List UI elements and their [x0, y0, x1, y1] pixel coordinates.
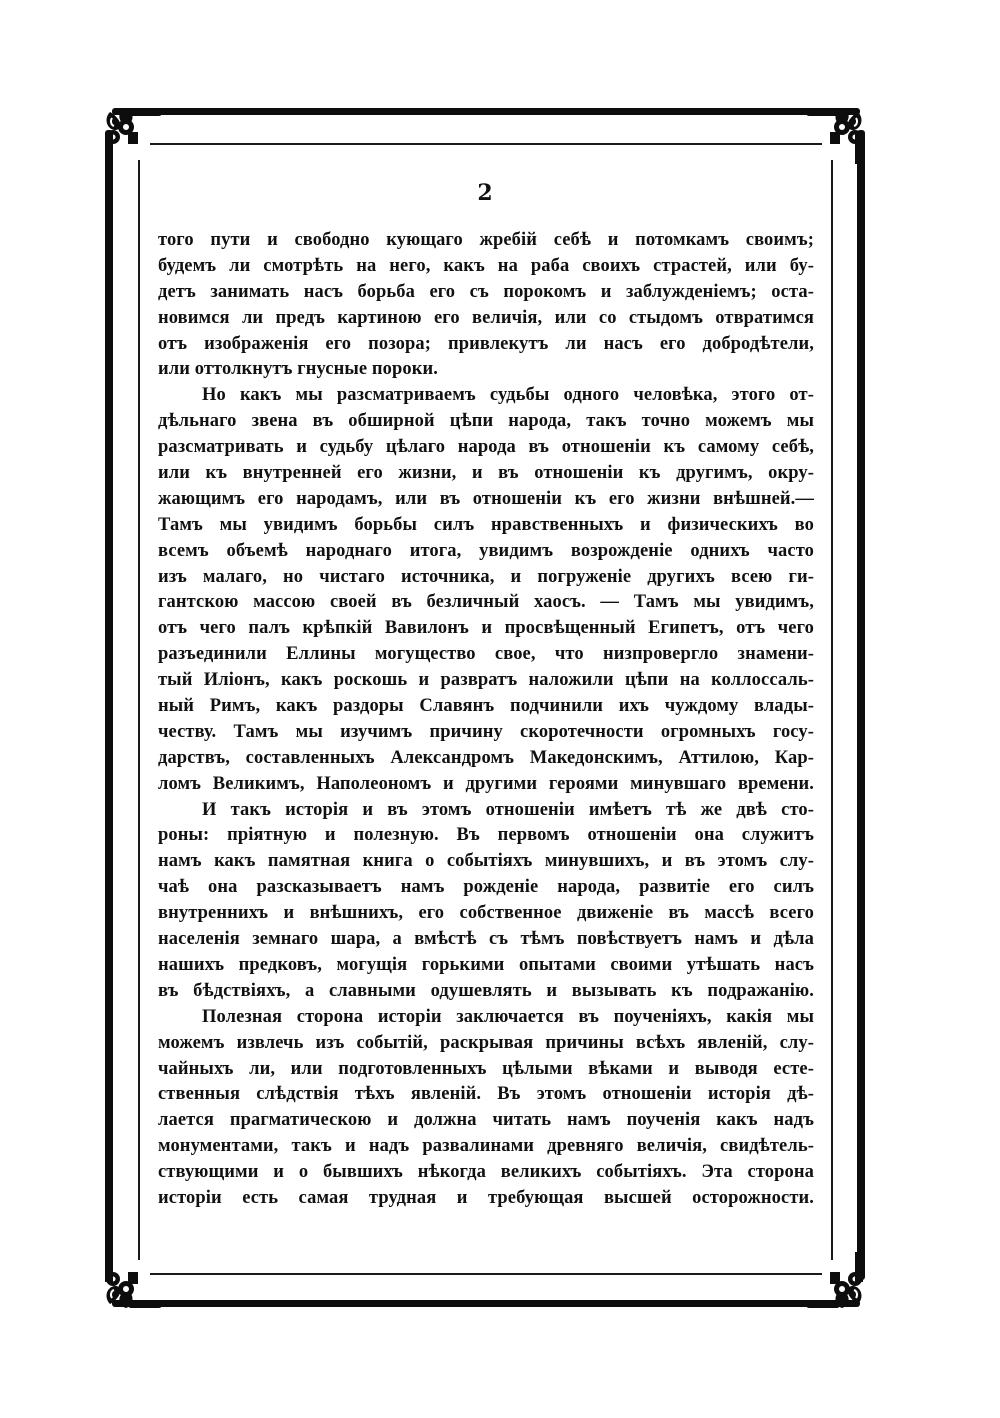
text-line: чаѣ она разсказываетъ намъ рожденіе народа, развитіе его силъ	[158, 877, 814, 898]
text-line: И такъ исторія и въ этомъ отношеніи имѣетъ тѣ же двѣ сто-	[202, 799, 814, 820]
text-line: Тамъ мы увидимъ борьбы силъ нравственныхъ и физическихъ во	[158, 514, 814, 535]
frame-outer-top-border	[112, 108, 860, 115]
paragraph	[158, 228, 814, 383]
frame-inner-top-rule	[150, 143, 822, 145]
page-number: 2	[477, 180, 493, 206]
text-line: будемъ ли смотрѣть на него, какъ на раба своихъ страстей, или бу-	[158, 255, 814, 276]
text-line: того пути и свободно кующаго жребій себѣ и потомкамъ своимъ;	[158, 230, 814, 250]
text-line: дарствъ, составленныхъ Александромъ Македонскимъ, Аттилою, Кар-	[158, 747, 814, 768]
text-line: разъединили Еллины могущество свое, что низпровергло знамени-	[158, 644, 814, 665]
frame-inner-left-rule	[138, 160, 140, 1260]
text-line: лается прагматическою и должна читать намъ поученія какъ надъ	[158, 1110, 814, 1131]
text-line: новимся ли предъ картиною его величія, или со стыдомъ отвратимся	[158, 307, 814, 328]
text-line: исторіи есть самая трудная и требующая высшей осторожности.	[158, 1187, 814, 1208]
text-line: ственныя слѣдствія тѣхъ явленій. Въ этомъ отношеніи исторія дѣ-	[158, 1084, 814, 1105]
text-line: изъ малаго, но чистаго источника, и погруженіе другихъ всею ги-	[158, 566, 814, 587]
frame-outer-right-border	[857, 130, 865, 1280]
text-line: гантскою массою своей въ безличный хаосъ. — Тамъ мы увидимъ,	[158, 592, 814, 613]
corner-ornament-icon	[806, 1250, 868, 1312]
text-line: въ бѣдствіяхъ, а славными одушевлять и вызывать къ подражанію.	[158, 980, 814, 1001]
text-line: монументами, такъ и надъ развалинами древняго величія, свидѣтель-	[158, 1136, 814, 1157]
text-line: или къ внутренней его жизни, и въ отношеніи къ другимъ, окру-	[158, 463, 814, 484]
text-line: внутреннихъ и внѣшнихъ, его собственное движеніе въ массѣ всего	[158, 903, 814, 924]
text-line: ломъ Великимъ, Наполеономъ и другими героями минувшаго времени.	[158, 773, 814, 794]
text-line: отъ изображенія его позора; привлекутъ ли насъ его добродѣтели,	[158, 333, 814, 354]
frame-outer-bottom-border	[112, 1300, 860, 1307]
text-line: чайныхъ ли, или подготовленныхъ цѣлыми вѣками и выводя есте-	[158, 1058, 814, 1079]
text-line: или оттолкнутъ гнусные пороки.	[158, 359, 438, 380]
text-line: можемъ извлечь изъ событій, раскрывая причины всѣхъ явленій, слу-	[158, 1032, 814, 1053]
text-line: детъ занимать насъ борьба его съ порокомъ и заблужденіемъ; оста-	[158, 281, 814, 302]
text-line: жающимъ его народамъ, или въ отношеніи къ его жизни внѣшней.—	[158, 488, 814, 509]
text-line: всемъ объемѣ народнаго итога, увидимъ возрожденіе однихъ часто	[158, 540, 814, 561]
frame-inner-bottom-rule	[150, 1273, 822, 1275]
paragraph	[158, 798, 814, 1005]
text-line: Но какъ мы разсматриваемъ судьбы одного человѣка, этого от-	[202, 385, 814, 406]
text-line: тый Иліонъ, какъ роскошь и развратъ наложили цѣпи на коллоссаль-	[158, 670, 814, 691]
text-line: роны: пріятную и полезную. Въ первомъ отношеніи она служитъ	[158, 825, 814, 846]
text-line: ный Римъ, какъ раздоры Славянъ подчинили ихъ чуждому влады-	[158, 696, 814, 717]
text-line: населенія земнаго шара, а вмѣстѣ съ тѣмъ повѣствуетъ намъ и дѣла	[158, 929, 814, 950]
text-line: намъ какъ памятная книга о событіяхъ минувшихъ, и въ этомъ слу-	[158, 851, 814, 872]
corner-ornament-icon	[100, 104, 162, 166]
body-text	[158, 228, 814, 1212]
paragraph	[158, 1005, 814, 1212]
text-line: честву. Тамъ мы изучимъ причину скоротечности огромныхъ госу-	[158, 721, 814, 742]
text-line: Полезная сторона исторіи заключается въ поученіяхъ, какія мы	[202, 1006, 814, 1027]
text-line: отъ чего палъ крѣпкій Вавилонъ и просвѣщенный Египетъ, отъ чего	[158, 618, 814, 639]
paragraph	[158, 383, 814, 797]
corner-ornament-icon	[100, 1250, 162, 1312]
frame-outer-left-border	[105, 130, 113, 1280]
text-line: разсматривать и судьбу цѣлаго народа въ отношеніи къ самому себѣ,	[158, 437, 814, 458]
corner-ornament-icon	[806, 104, 868, 166]
text-line: ствующими и о бывшихъ нѣкогда великихъ событіяхъ. Эта сторона	[158, 1162, 814, 1183]
text-line: дѣльнаго звена въ обширной цѣпи народа, такъ точно можемъ мы	[158, 411, 814, 432]
text-line: нашихъ предковъ, могущія горькими опытами своими утѣшать насъ	[158, 954, 814, 975]
frame-inner-right-rule	[831, 160, 833, 1260]
